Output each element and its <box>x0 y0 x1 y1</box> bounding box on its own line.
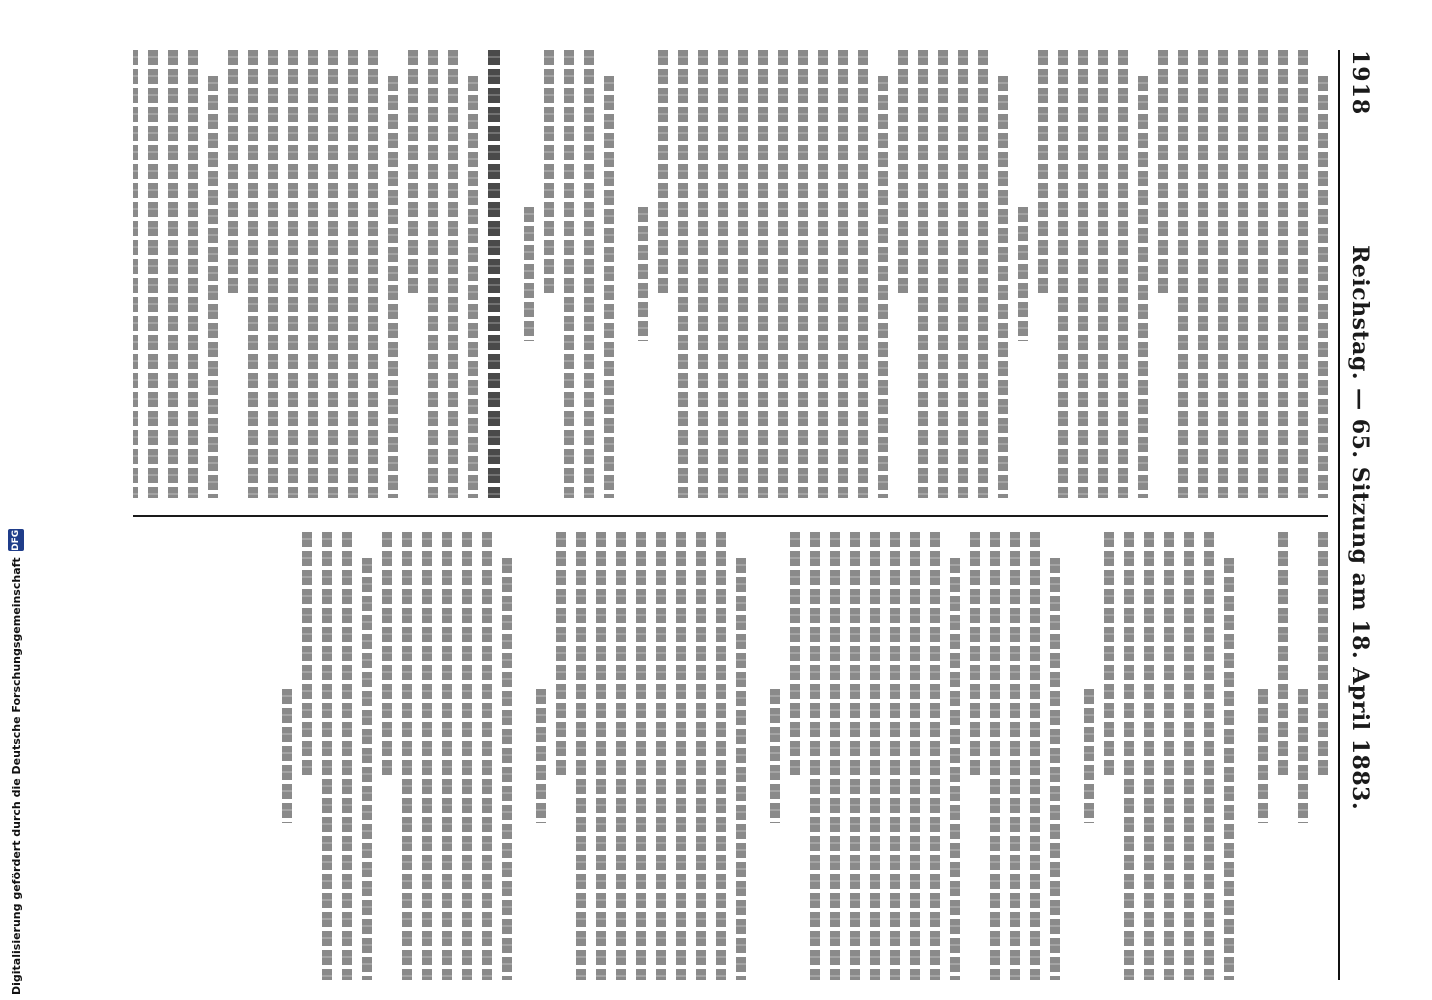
interjection-line <box>1084 689 1094 823</box>
text-line <box>1050 558 1060 980</box>
text-line <box>268 50 278 498</box>
text-line <box>1204 532 1214 980</box>
page-header-title: Reichstag. — 65. Sitzung am 18. April 1883. <box>1347 245 1373 811</box>
digitization-credit <box>8 529 24 995</box>
text-line <box>248 50 258 498</box>
text-line <box>870 532 880 980</box>
text-line <box>830 532 840 980</box>
text-line <box>1198 50 1208 498</box>
text-line <box>718 50 728 498</box>
text-line <box>228 50 238 296</box>
interjection-line <box>770 689 780 823</box>
text-line <box>950 558 960 980</box>
text-line <box>1104 532 1114 778</box>
text-line <box>1218 50 1228 498</box>
text-line <box>482 532 492 980</box>
text-line <box>148 50 158 498</box>
paragraph-gap <box>500 50 514 498</box>
text-line <box>696 532 706 980</box>
text-line <box>584 50 594 498</box>
dfg-logo-icon: DFG <box>8 529 24 551</box>
text-line <box>958 50 968 498</box>
text-line <box>348 50 358 498</box>
text-line <box>1164 532 1174 980</box>
paragraph-gap <box>746 532 760 980</box>
text-line <box>736 558 746 980</box>
text-line <box>970 532 980 778</box>
text-line <box>838 50 848 498</box>
text-line <box>778 50 788 498</box>
text-line <box>544 50 554 296</box>
text-line <box>1030 532 1040 980</box>
text-line <box>576 532 586 980</box>
text-line <box>810 532 820 980</box>
text-line <box>168 50 178 498</box>
text-line <box>1144 532 1154 980</box>
text-line <box>302 532 312 778</box>
text-line <box>910 532 920 980</box>
text-line <box>133 50 138 498</box>
text-line <box>448 50 458 498</box>
text-line <box>1238 50 1248 498</box>
text-line <box>1098 50 1108 498</box>
text-column-left <box>133 50 1328 498</box>
text-line <box>462 532 472 980</box>
text-line <box>698 50 708 498</box>
text-line <box>890 532 900 980</box>
text-line <box>388 76 398 498</box>
text-line <box>1124 532 1134 980</box>
text-line <box>422 532 432 980</box>
text-line <box>1010 532 1020 980</box>
text-line <box>616 532 626 980</box>
text-line <box>656 532 666 980</box>
text-line <box>818 50 828 498</box>
text-line <box>402 532 412 980</box>
paragraph-gap <box>614 50 628 498</box>
text-line <box>678 50 688 498</box>
text-line <box>716 532 726 980</box>
page-number: 1918 <box>1347 50 1373 116</box>
text-line <box>1058 50 1068 498</box>
text-line <box>1178 50 1188 498</box>
text-line <box>596 532 606 980</box>
document-page <box>125 50 1380 980</box>
interjection-line <box>282 689 292 823</box>
text-line <box>798 50 808 498</box>
text-line <box>1278 532 1288 778</box>
paragraph-gap <box>1060 532 1074 980</box>
text-line <box>556 532 566 778</box>
text-line <box>1258 50 1268 498</box>
text-line <box>1318 76 1328 498</box>
text-line <box>676 532 686 980</box>
text-line <box>1224 558 1234 980</box>
text-line <box>938 50 948 498</box>
credit-text: Digitalisierung gefördert durch die Deutsche Forschungsgemeinschaft <box>9 557 23 995</box>
text-line <box>488 50 500 498</box>
text-line <box>188 50 198 498</box>
text-column-right <box>133 532 1328 980</box>
text-line <box>738 50 748 498</box>
text-line <box>342 532 352 980</box>
paragraph-gap <box>512 532 526 980</box>
text-line <box>1118 50 1128 498</box>
text-line <box>288 50 298 498</box>
interjection-line <box>1298 689 1308 823</box>
text-line <box>468 76 478 498</box>
text-line <box>930 532 940 980</box>
text-line <box>898 50 908 296</box>
text-line <box>858 50 868 498</box>
column-divider <box>133 515 1328 517</box>
text-line <box>790 532 800 778</box>
interjection-line <box>524 207 534 341</box>
text-line <box>998 76 1008 498</box>
paragraph-gap <box>1234 532 1248 980</box>
text-line <box>658 50 668 296</box>
text-line <box>604 76 614 498</box>
text-line <box>308 50 318 498</box>
text-line <box>1158 50 1168 296</box>
text-line <box>442 532 452 980</box>
text-line <box>1318 532 1328 778</box>
text-line <box>328 50 338 498</box>
text-line <box>758 50 768 498</box>
text-line <box>1298 50 1308 498</box>
text-line <box>1038 50 1048 296</box>
text-line <box>368 50 378 498</box>
text-line <box>878 76 888 498</box>
text-line <box>636 532 646 980</box>
text-line <box>322 532 332 980</box>
text-line <box>208 76 218 498</box>
text-line <box>502 558 512 980</box>
text-line <box>382 532 392 778</box>
text-line <box>428 50 438 498</box>
text-line <box>1078 50 1088 498</box>
text-line <box>918 50 928 498</box>
text-line <box>362 558 372 980</box>
text-line <box>990 532 1000 980</box>
text-line <box>408 50 418 296</box>
running-header <box>1338 50 1380 980</box>
text-line <box>1184 532 1194 980</box>
interjection-line <box>1018 207 1028 341</box>
text-line <box>850 532 860 980</box>
text-line <box>978 50 988 498</box>
text-line <box>1138 76 1148 498</box>
interjection-line <box>536 689 546 823</box>
interjection-line <box>1258 689 1268 823</box>
text-line <box>1278 50 1288 498</box>
text-line <box>564 50 574 498</box>
interjection-line <box>638 207 648 341</box>
